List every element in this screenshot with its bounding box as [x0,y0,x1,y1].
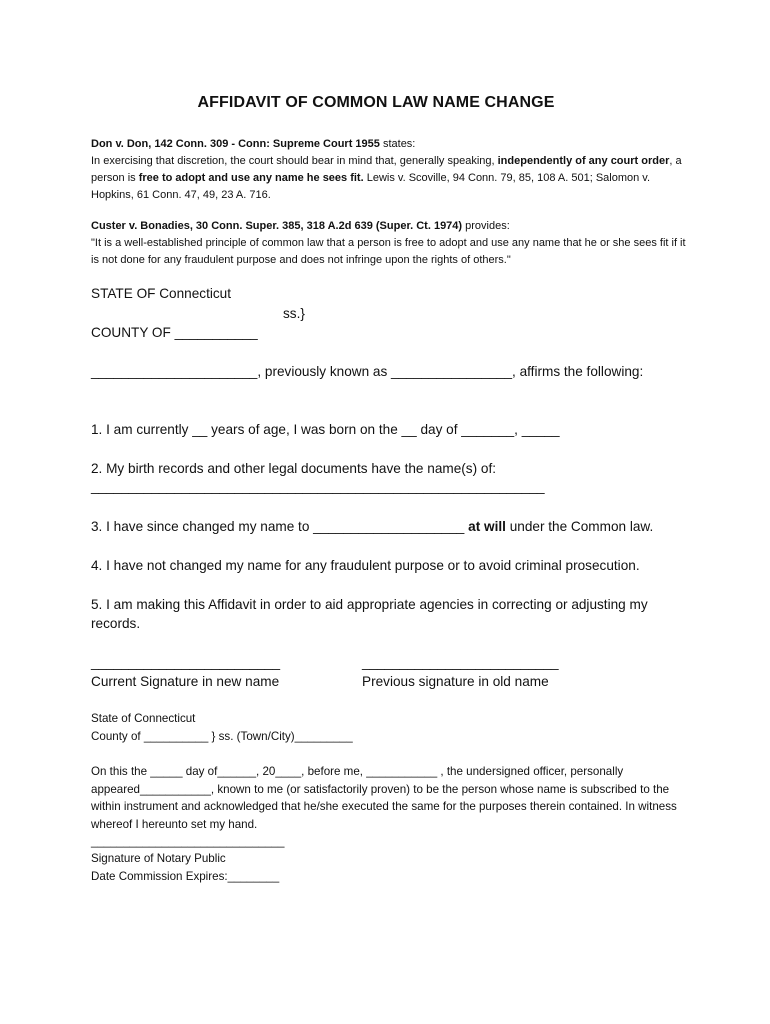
previous-signature-label: Previous signature in old name [362,674,549,689]
citation-bold-text: free to adopt and use any name he sees fit. [138,172,364,184]
citation-verb: provides: [462,220,510,232]
current-signature-label: Current Signature in new name [91,674,280,689]
citation-custer-v-bonadies [91,218,691,269]
notary-signature-label: Signature of Notary Public [91,852,226,865]
item-2-birth-records: 2. My birth records and other legal documents have the name(s) of: [91,461,496,476]
venue-state: STATE OF Connecticut [91,286,232,301]
item-3-text: 3. I have since changed my name to ____________________ [91,519,469,534]
previous-signature-line: __________________________ [362,655,559,670]
citation-bold-text: independently of any court order [497,155,670,167]
notary-state: State of Connecticut [91,712,196,725]
citation-don-v-don [91,136,691,204]
citation-text: In exercising that discretion, the court should bear in mind that, generally speaking, [91,155,498,167]
notary-county: County of __________ } ss. (Town/City)_________ [91,730,353,743]
commission-expires: Date Commission Expires:________ [91,870,280,883]
item-5-purpose: 5. I am making this Affidavit in order to aid appropriate agencies in correcting or adjusting my records. [91,597,648,631]
item-1-age-birth: 1. I am currently __ years of age, I was born on the __ day of _______, _____ [91,422,560,437]
venue-ss: ss.} [283,306,305,321]
notary-acknowledgment: On this the _____ day of______, 20____, before me, ___________ , the undersigned officer, personally appeared___________, known to me (or satisfactorily proven) to be the person whose name is subscribed to the within instrument and acknowledged that he/she executed the same for the purposes therein contained. In witness whereof I hereunto set my hand. [91,765,677,831]
item-4-no-fraud: 4. I have not changed my name for any fraudulent purpose or to avoid criminal prosecution. [91,558,640,573]
item-3-text: under the Common law. [505,519,654,534]
current-signature-line: _________________________ [91,655,281,670]
item-2-blank-line: ____________________________________________________________ [91,479,545,494]
venue-county: COUNTY OF ___________ [91,325,258,340]
notary-signature-line: ______________________________ [91,835,285,848]
citation-text: Lewis v. Scoville, 94 Conn. 79, 85, 108 A. 501; Salomon v. Hopkins, 61 Conn. 47, 49, 23 A. 716. [91,172,651,201]
item-3-name-change [91,517,653,536]
citation-quote: "It is a well-established principle of common law that a person is free to adopt and use any name that he or she sees fit if it is not done for any fraudulent purpose and does not infringe upon the rights of others." [91,237,686,266]
document-title: AFFIDAVIT OF COMMON LAW NAME CHANGE [197,94,555,111]
citation-case-name: Custer v. Bonadies, 30 Conn. Super. 385, 318 A.2d 639 (Super. Ct. 1974) [91,220,463,232]
affirmation-statement: ______________________, previously known as ________________, affirms the following: [91,364,644,379]
item-3-bold-text: at will [468,519,506,534]
citation-case-name: Don v. Don, 142 Conn. 309 - Conn: Supreme Court 1955 [91,138,380,150]
citation-text: , a person is [91,155,682,184]
citation-verb: states: [379,138,416,150]
